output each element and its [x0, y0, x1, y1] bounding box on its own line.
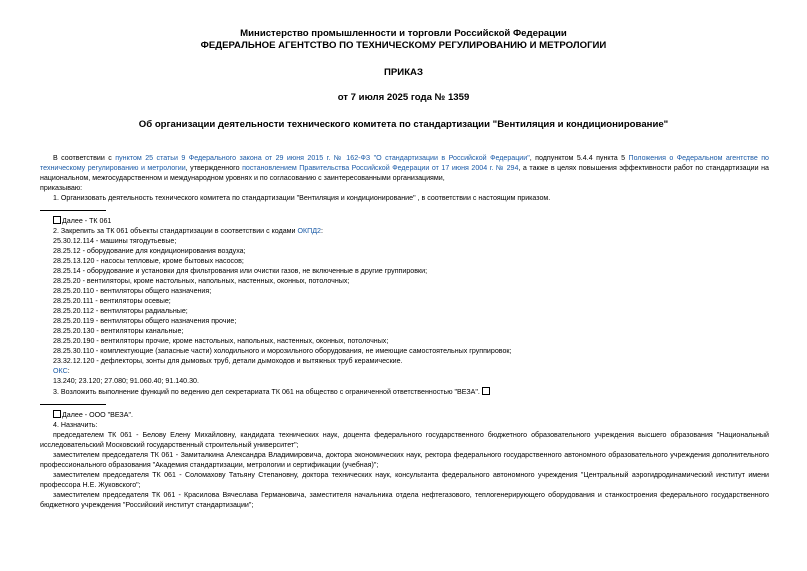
- document-body: [40, 153, 769, 510]
- okpd2-code-item: 28.25.20.130 - вентиляторы канальные;: [53, 327, 184, 335]
- decree-link[interactable]: постановлением Правительства Российской Федерации от 17 июня 2004 г. № 294: [242, 164, 519, 172]
- okpd2-code-item: 28.25.14 - оборудование и установки для фильтрования или очистки газов, не включенные в другие группировки;: [53, 267, 428, 275]
- footnote-1-text: Далее - ТК 061: [62, 217, 112, 225]
- law-link[interactable]: пунктом 25 статьи 9 Федерального закона от 29 июня 2015 г. № 162-ФЗ "О стандартизации в Российской Федерации": [115, 154, 530, 162]
- regulation-link[interactable]: Положения о Федеральном агентстве по техническому регулированию и метрологии: [40, 154, 769, 172]
- appointment-item: председателем ТК 061 - Белову Елену Михайловну, кандидата технических наук, доцента федерального государственного бюджетного образовательного учреждения высшего образования "Национальный исследовательский Московский государственный строительный университет";: [40, 431, 769, 449]
- okpd2-code-item: 28.25.20.119 - вентиляторы общего назначения прочие;: [53, 317, 237, 325]
- intro-mid2: , утвержденного: [185, 164, 240, 172]
- footnote-1: [40, 210, 769, 226]
- okpd2-code-item: 28.25.20 - вентиляторы, кроме настольных, напольных, настенных, оконных, потолочных;: [53, 277, 350, 285]
- order-word: приказываю:: [40, 184, 83, 192]
- intro-lead: В соответствии с: [53, 154, 112, 162]
- intro-mid1: , подпунктом 5.4.4 пункта 5: [529, 154, 626, 162]
- okpd2-code-item: 28.25.13.120 - насосы тепловые, кроме бытовых насосов;: [53, 257, 244, 265]
- okpd2-code-item: 28.25.20.110 - вентиляторы общего назначения;: [53, 287, 212, 295]
- okpd2-code-item: 28.25.20.111 - вентиляторы осевые;: [53, 297, 171, 305]
- item-1: 1. Организовать деятельность технического комитета по стандартизации "Вентиляция и кондиционирование" , в соответствии с настоящим приказом.: [53, 194, 551, 202]
- item-4-lead: 4. Назначить:: [53, 421, 98, 429]
- item-2-colon: :: [321, 227, 323, 235]
- okpd2-code-item: 23.32.12.120 - дефлекторы, зонты для дымовых труб, детали дымоходов и вытяжных труб керамические.: [53, 357, 403, 365]
- item-2-text: 2. Закрепить за ТК 061 объекты стандартизации в соответствии с кодами: [53, 227, 296, 235]
- document-subject: Об организации деятельности технического комитета по стандартизации "Вентиляция и кондиционирование": [138, 119, 669, 130]
- ministry-title: Министерство промышленности и торговли Российской Федерации: [240, 28, 567, 39]
- item-3: [40, 386, 769, 397]
- date-number: от 7 июля 2025 года № 1359: [337, 92, 470, 103]
- item-3-text: 3. Возложить выполнение функций по ведению дел секретариата ТК 061 на общество с ограниченной ответственностью "ВЕЗА".: [53, 388, 480, 396]
- oks-line: [40, 366, 769, 376]
- okpd2-code-item: 25.30.12.114 - машины тягодутьевые;: [53, 237, 177, 245]
- okpd2-code-item: 28.25.20.190 - вентиляторы прочие, кроме настольных, напольных, настенных, оконных, потолочных;: [53, 337, 389, 345]
- okpd2-code-item: 28.25.20.112 - вентиляторы радиальные;: [53, 307, 188, 315]
- okpd2-code-item: 28.25.12 - оборудование для кондиционирования воздуха;: [53, 247, 246, 255]
- appointment-item: заместителем председателя ТК 061 - Замиталкина Александра Владимировича, доктора экономических наук, ректора федерального государственного автономного образовательного учреждения дополнительного профессионального образования "Академия стандартизации, метрологии и сертификации (учебная)";: [40, 451, 769, 469]
- footnote-2: [40, 404, 769, 420]
- okpd2-codes-list: [40, 236, 769, 366]
- intro-paragraph: [40, 153, 769, 183]
- document-type: ПРИКАЗ: [384, 67, 423, 78]
- appointment-item: заместителем председателя ТК 061 - Соломахову Татьяну Степановну, доктора технических наук, консультанта федерального автономного учреждения "Центральный аэрогидродинамический институт имени профессора Н.Е. Жуковского";: [40, 471, 769, 489]
- footnote-2-text: Далее - ООО "ВЕЗА".: [62, 411, 133, 419]
- oks-colon: :: [67, 367, 70, 375]
- item-2-lead: [40, 226, 769, 236]
- intro-tail: , а также в целях повышения эффективности работ по стандартизации на национальном, межгосударственном и международном уровнях и по согласованию с заинтересованными организациями,: [40, 164, 769, 182]
- footnote-marker-icon: [53, 410, 61, 418]
- agency-title: ФЕДЕРАЛЬНОЕ АГЕНТСТВО ПО ТЕХНИЧЕСКОМУ РЕГУЛИРОВАНИЮ И МЕТРОЛОГИИ: [200, 40, 607, 51]
- appointment-item: заместителем председателя ТК 061 - Красилова Вячеслава Германовича, заместителя начальника отдела нефтегазового, теплогенерирующего оборудования и станкостроения федерального государственного бюджетного учреждения "Российский институт стандартизации";: [40, 491, 769, 509]
- footnote-marker-icon: [53, 216, 61, 224]
- footnote-marker-icon: [482, 387, 490, 395]
- okpd2-link[interactable]: ОКПД2: [297, 227, 321, 235]
- oks-codes: 13.240; 23.120; 27.080; 91.060.40; 91.140.30.: [53, 377, 199, 385]
- appointments-list: [40, 430, 769, 510]
- oks-link[interactable]: ОКС: [53, 367, 68, 375]
- okpd2-code-item: 28.25.30.110 - комплектующие (запасные части) холодильного и морозильного оборудования, не имеющие самостоятельных группировок;: [53, 347, 512, 355]
